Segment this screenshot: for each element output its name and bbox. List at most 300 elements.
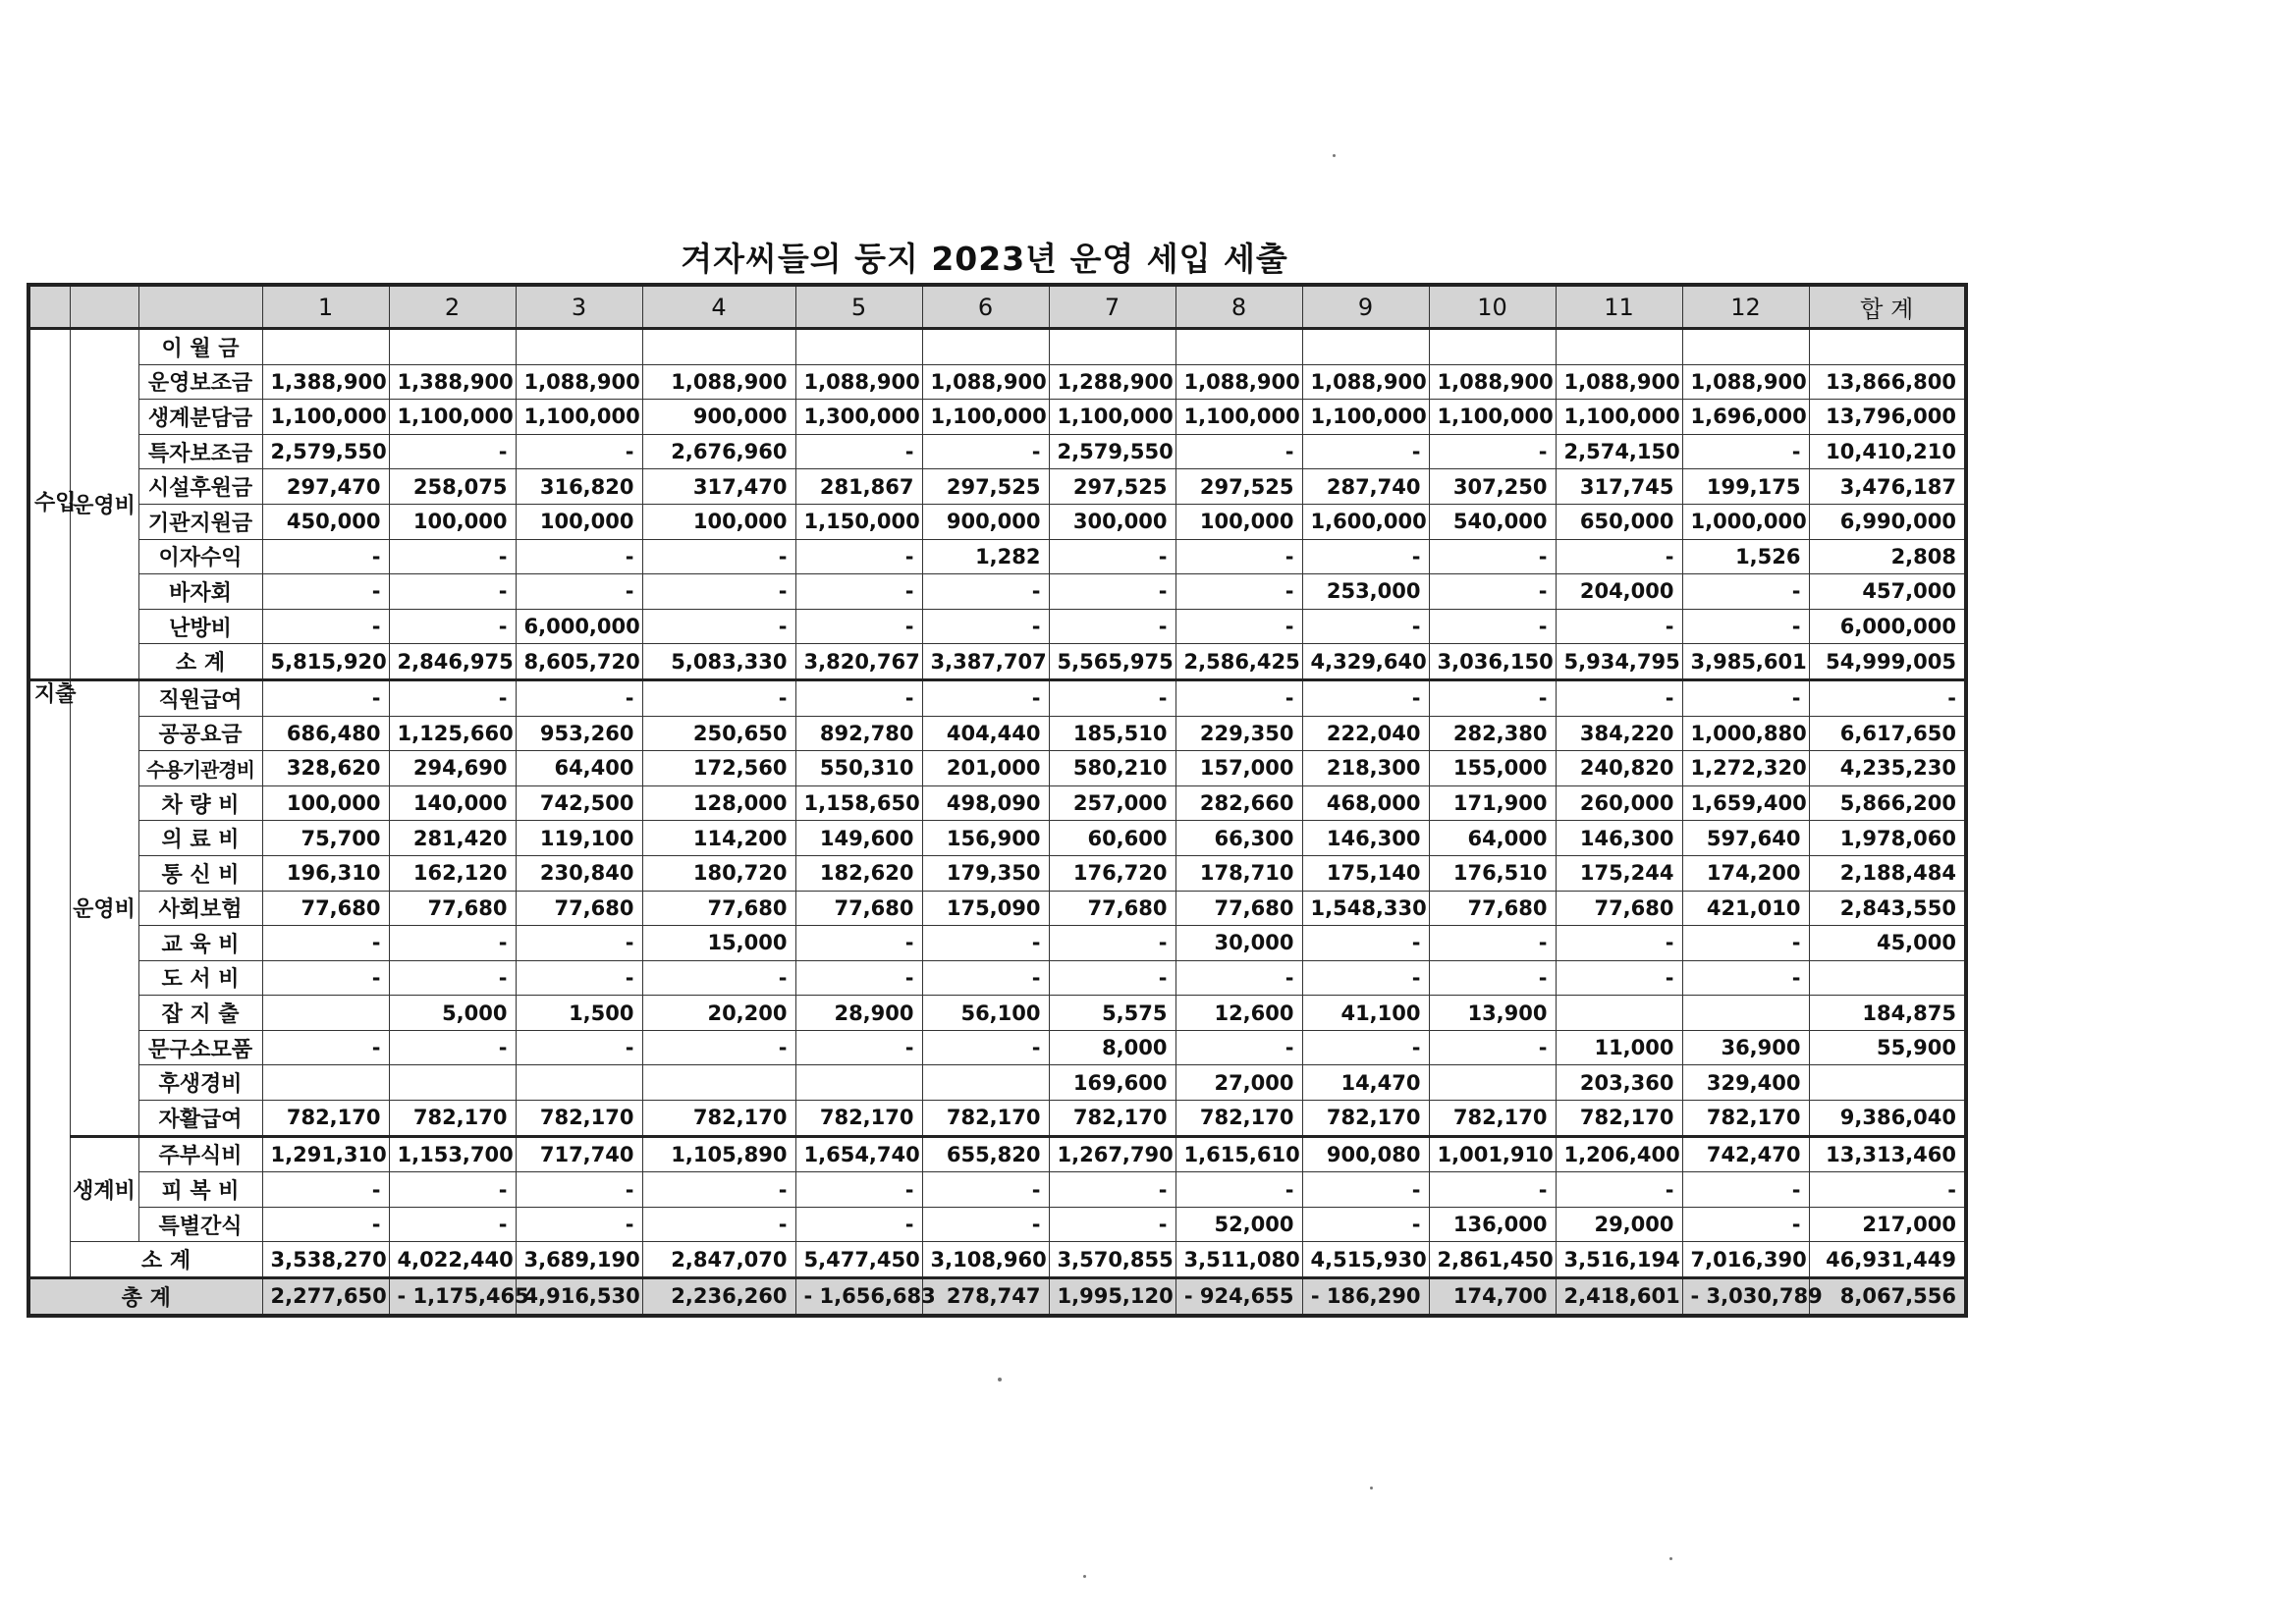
value-cell: 1,153,700: [389, 1136, 516, 1172]
value-cell: 5,575: [1049, 996, 1175, 1031]
row-label: 잡 지 출: [138, 996, 262, 1031]
value-cell: 77,680: [516, 891, 642, 926]
value-cell: 8,605,720: [516, 644, 642, 680]
total-header: 합 계: [1809, 285, 1966, 329]
row-label: 차 량 비: [138, 785, 262, 821]
scan-speck: [1370, 1487, 1373, 1489]
income-row: [28, 644, 1966, 680]
value-cell: 77,680: [1556, 891, 1682, 926]
value-cell: 316,820: [516, 469, 642, 505]
row-label: 특별간식: [138, 1207, 262, 1242]
value-cell: -: [1049, 609, 1175, 644]
row-label: 이 월 금: [138, 329, 262, 365]
value-cell: 52,000: [1175, 1207, 1302, 1242]
value-cell: 100,000: [262, 785, 389, 821]
value-cell: 297,470: [262, 469, 389, 505]
scan-speck: [1669, 1557, 1672, 1560]
value-cell: 128,000: [642, 785, 795, 821]
value-cell: -: [795, 679, 922, 716]
value-cell: 1,696,000: [1682, 400, 1809, 435]
value-cell: 162,120: [389, 855, 516, 891]
value-cell: 3,689,190: [516, 1242, 642, 1278]
value-cell: 240,820: [1556, 751, 1682, 786]
value-cell: 260,000: [1556, 785, 1682, 821]
value-cell: -: [516, 1030, 642, 1065]
value-cell: -: [1049, 574, 1175, 610]
month-header: 11: [1556, 285, 1682, 329]
value-cell: -: [1429, 960, 1556, 996]
value-cell: - 1,175,465: [389, 1278, 516, 1316]
value-cell: -: [642, 1172, 795, 1208]
value-cell: -: [795, 1172, 922, 1208]
income-row: [28, 574, 1966, 610]
value-cell: 12,600: [1175, 996, 1302, 1031]
value-cell: 64,400: [516, 751, 642, 786]
value-cell: 300,000: [1049, 504, 1175, 539]
value-cell: 1,150,000: [795, 504, 922, 539]
value-cell: 176,510: [1429, 855, 1556, 891]
value-cell: 3,538,270: [262, 1242, 389, 1278]
scan-speck: [1333, 154, 1336, 157]
grand-total-row: [28, 1278, 1966, 1316]
value-cell: 1,282: [922, 539, 1049, 574]
value-cell: -: [1049, 1172, 1175, 1208]
value-cell: 297,525: [1175, 469, 1302, 505]
expense-row: [28, 716, 1966, 751]
value-cell: -: [642, 539, 795, 574]
value-cell: [516, 329, 642, 365]
row-total-cell: 184,875: [1809, 996, 1966, 1031]
value-cell: [389, 1065, 516, 1101]
value-cell: 742,500: [516, 785, 642, 821]
value-cell: - 1,656,683: [795, 1278, 922, 1316]
income-row: [28, 364, 1966, 400]
value-cell: 297,525: [922, 469, 1049, 505]
value-cell: 77,680: [642, 891, 795, 926]
value-cell: -: [1429, 679, 1556, 716]
value-cell: 75,700: [262, 821, 389, 856]
value-cell: -: [389, 926, 516, 961]
value-cell: [1682, 329, 1809, 365]
scan-speck: [1083, 1575, 1086, 1578]
row-total-cell: 54,999,005: [1809, 644, 1966, 680]
expense-row: [28, 926, 1966, 961]
value-cell: 1,100,000: [1049, 400, 1175, 435]
value-cell: 77,680: [795, 891, 922, 926]
value-cell: 2,418,601: [1556, 1278, 1682, 1316]
value-cell: 782,170: [1556, 1101, 1682, 1137]
row-total-cell: 13,796,000: [1809, 400, 1966, 435]
value-cell: -: [922, 960, 1049, 996]
value-cell: 3,387,707: [922, 644, 1049, 680]
value-cell: -: [516, 574, 642, 610]
value-cell: -: [1175, 679, 1302, 716]
value-cell: -: [1429, 574, 1556, 610]
value-cell: 218,300: [1302, 751, 1429, 786]
value-cell: 155,000: [1429, 751, 1556, 786]
row-label: 공공요금: [138, 716, 262, 751]
row-total-cell: 3,476,187: [1809, 469, 1966, 505]
value-cell: 136,000: [1429, 1207, 1556, 1242]
row-total-cell: 8,067,556: [1809, 1278, 1966, 1316]
value-cell: -: [795, 609, 922, 644]
value-cell: 953,260: [516, 716, 642, 751]
value-cell: 742,470: [1682, 1136, 1809, 1172]
value-cell: 203,360: [1556, 1065, 1682, 1101]
row-label: 직원급여: [138, 679, 262, 716]
value-cell: -: [1302, 1030, 1429, 1065]
value-cell: 56,100: [922, 996, 1049, 1031]
row-label: 소 계: [138, 644, 262, 680]
value-cell: -: [1682, 960, 1809, 996]
income-row: [28, 609, 1966, 644]
value-cell: -: [795, 1207, 922, 1242]
expense-group-label: 운영비: [70, 679, 138, 1136]
value-cell: 782,170: [922, 1101, 1049, 1137]
living-group-label: 생계비: [70, 1136, 138, 1242]
value-cell: -: [1429, 1030, 1556, 1065]
value-cell: 1,000,000: [1682, 504, 1809, 539]
value-cell: -: [262, 1207, 389, 1242]
value-cell: 114,200: [642, 821, 795, 856]
value-cell: 199,175: [1682, 469, 1809, 505]
value-cell: [642, 329, 795, 365]
row-label: 사회보험: [138, 891, 262, 926]
value-cell: 717,740: [516, 1136, 642, 1172]
value-cell: [1049, 329, 1175, 365]
value-cell: -: [1049, 926, 1175, 961]
value-cell: 1,105,890: [642, 1136, 795, 1172]
value-cell: -: [1175, 609, 1302, 644]
value-cell: 294,690: [389, 751, 516, 786]
value-cell: 30,000: [1175, 926, 1302, 961]
value-cell: [262, 996, 389, 1031]
value-cell: -: [262, 1030, 389, 1065]
value-cell: 77,680: [262, 891, 389, 926]
value-cell: 157,000: [1175, 751, 1302, 786]
month-header: 1: [262, 285, 389, 329]
row-total-cell: 217,000: [1809, 1207, 1966, 1242]
month-header: 9: [1302, 285, 1429, 329]
value-cell: 1,388,900: [389, 364, 516, 400]
expense-row: [28, 785, 1966, 821]
expense-row: [28, 891, 1966, 926]
value-cell: 100,000: [389, 504, 516, 539]
value-cell: -: [795, 960, 922, 996]
value-cell: -: [1175, 960, 1302, 996]
value-cell: 782,170: [642, 1101, 795, 1137]
value-cell: 119,100: [516, 821, 642, 856]
value-cell: 1,388,900: [262, 364, 389, 400]
value-cell: 13,900: [1429, 996, 1556, 1031]
month-header: 4: [642, 285, 795, 329]
value-cell: 1,300,000: [795, 400, 922, 435]
value-cell: 2,676,960: [642, 434, 795, 469]
value-cell: 4,022,440: [389, 1242, 516, 1278]
row-total-cell: 5,866,200: [1809, 785, 1966, 821]
income-row: [28, 434, 1966, 469]
value-cell: 468,000: [1302, 785, 1429, 821]
value-cell: 782,170: [262, 1101, 389, 1137]
value-cell: 281,420: [389, 821, 516, 856]
month-header: 2: [389, 285, 516, 329]
value-cell: 77,680: [1175, 891, 1302, 926]
value-cell: 2,574,150: [1556, 434, 1682, 469]
header-row: [28, 285, 1966, 329]
row-total-cell: [1809, 329, 1966, 365]
row-label: 난방비: [138, 609, 262, 644]
value-cell: [262, 1065, 389, 1101]
income-row: [28, 539, 1966, 574]
value-cell: 1,088,900: [1175, 364, 1302, 400]
value-cell: [795, 1065, 922, 1101]
row-label: 자활급여: [138, 1101, 262, 1137]
value-cell: 60,600: [1049, 821, 1175, 856]
value-cell: 77,680: [1049, 891, 1175, 926]
value-cell: 2,236,260: [642, 1278, 795, 1316]
value-cell: 175,090: [922, 891, 1049, 926]
value-cell: 6,000,000: [516, 609, 642, 644]
value-cell: -: [795, 926, 922, 961]
value-cell: 1,548,330: [1302, 891, 1429, 926]
value-cell: -: [1049, 539, 1175, 574]
month-header: 7: [1049, 285, 1175, 329]
value-cell: -: [516, 1172, 642, 1208]
value-cell: -: [795, 574, 922, 610]
row-total-cell: 457,000: [1809, 574, 1966, 610]
value-cell: 782,170: [1429, 1101, 1556, 1137]
row-total-cell: 9,386,040: [1809, 1101, 1966, 1137]
value-cell: -: [262, 960, 389, 996]
value-cell: -: [795, 434, 922, 469]
header-blank: [28, 285, 70, 329]
value-cell: -: [516, 926, 642, 961]
value-cell: 1,654,740: [795, 1136, 922, 1172]
expense-row: [28, 751, 1966, 786]
value-cell: 2,277,650: [262, 1278, 389, 1316]
row-total-cell: 10,410,210: [1809, 434, 1966, 469]
value-cell: 1,001,910: [1429, 1136, 1556, 1172]
value-cell: 196,310: [262, 855, 389, 891]
row-label: 수용기관경비: [138, 751, 262, 786]
value-cell: -: [1556, 960, 1682, 996]
row-total-cell: 13,313,460: [1809, 1136, 1966, 1172]
value-cell: 1,088,900: [922, 364, 1049, 400]
value-cell: -: [1429, 1172, 1556, 1208]
expense-row: [28, 960, 1966, 996]
value-cell: -: [389, 609, 516, 644]
row-total-cell: 6,990,000: [1809, 504, 1966, 539]
value-cell: -: [1556, 539, 1682, 574]
value-cell: -: [642, 574, 795, 610]
value-cell: -: [1175, 574, 1302, 610]
expense-section-label: 지출: [28, 679, 70, 1277]
value-cell: [1429, 1065, 1556, 1101]
living-row: [28, 1136, 1966, 1172]
value-cell: 185,510: [1049, 716, 1175, 751]
value-cell: 1,100,000: [1302, 400, 1429, 435]
value-cell: -: [262, 539, 389, 574]
value-cell: 1,288,900: [1049, 364, 1175, 400]
value-cell: [795, 329, 922, 365]
value-cell: 278,747: [922, 1278, 1049, 1316]
value-cell: -: [1429, 926, 1556, 961]
value-cell: 1,088,900: [795, 364, 922, 400]
row-total-cell: 4,235,230: [1809, 751, 1966, 786]
value-cell: -: [389, 434, 516, 469]
value-cell: 5,000: [389, 996, 516, 1031]
row-total-cell: 1,978,060: [1809, 821, 1966, 856]
value-cell: -: [922, 574, 1049, 610]
value-cell: 4,916,530: [516, 1278, 642, 1316]
value-cell: 1,100,000: [1556, 400, 1682, 435]
value-cell: 421,010: [1682, 891, 1809, 926]
expense-row: [28, 1030, 1966, 1065]
value-cell: -: [922, 609, 1049, 644]
row-label: 기관지원금: [138, 504, 262, 539]
value-cell: -: [922, 434, 1049, 469]
value-cell: 201,000: [922, 751, 1049, 786]
value-cell: 1,615,610: [1175, 1136, 1302, 1172]
value-cell: 1,100,000: [516, 400, 642, 435]
header-blank: [70, 285, 138, 329]
row-label: 교 육 비: [138, 926, 262, 961]
value-cell: 1,100,000: [1429, 400, 1556, 435]
value-cell: 550,310: [795, 751, 922, 786]
value-cell: [1556, 996, 1682, 1031]
value-cell: - 924,655: [1175, 1278, 1302, 1316]
value-cell: 498,090: [922, 785, 1049, 821]
value-cell: 4,329,640: [1302, 644, 1429, 680]
row-total-cell: [1809, 1065, 1966, 1101]
value-cell: -: [389, 1030, 516, 1065]
month-header: 8: [1175, 285, 1302, 329]
value-cell: -: [922, 1030, 1049, 1065]
value-cell: 782,170: [1682, 1101, 1809, 1137]
value-cell: 1,088,900: [1682, 364, 1809, 400]
value-cell: -: [1682, 679, 1809, 716]
value-cell: 1,100,000: [389, 400, 516, 435]
value-cell: 650,000: [1556, 504, 1682, 539]
row-label: 주부식비: [138, 1136, 262, 1172]
value-cell: -: [1049, 960, 1175, 996]
row-total-cell: 6,000,000: [1809, 609, 1966, 644]
row-total-cell: 55,900: [1809, 1030, 1966, 1065]
value-cell: [516, 1065, 642, 1101]
value-cell: 27,000: [1175, 1065, 1302, 1101]
value-cell: -: [1175, 1030, 1302, 1065]
value-cell: 64,000: [1429, 821, 1556, 856]
income-row: [28, 400, 1966, 435]
value-cell: 281,867: [795, 469, 922, 505]
row-total-cell: 2,808: [1809, 539, 1966, 574]
expense-row: [28, 679, 1966, 716]
value-cell: -: [642, 960, 795, 996]
value-cell: [1682, 996, 1809, 1031]
value-cell: 1,088,900: [1302, 364, 1429, 400]
row-total-cell: 13,866,800: [1809, 364, 1966, 400]
value-cell: 146,300: [1302, 821, 1429, 856]
value-cell: -: [1429, 609, 1556, 644]
value-cell: -: [922, 1207, 1049, 1242]
value-cell: -: [642, 679, 795, 716]
value-cell: [1556, 329, 1682, 365]
value-cell: 175,140: [1302, 855, 1429, 891]
value-cell: 2,861,450: [1429, 1242, 1556, 1278]
row-label: 시설후원금: [138, 469, 262, 505]
value-cell: -: [262, 609, 389, 644]
value-cell: -: [1682, 434, 1809, 469]
value-cell: 655,820: [922, 1136, 1049, 1172]
month-header: 6: [922, 285, 1049, 329]
value-cell: 329,400: [1682, 1065, 1809, 1101]
value-cell: -: [1049, 679, 1175, 716]
value-cell: -: [1682, 926, 1809, 961]
value-cell: -: [1302, 609, 1429, 644]
value-cell: 77,680: [389, 891, 516, 926]
value-cell: -: [516, 434, 642, 469]
value-cell: -: [1302, 960, 1429, 996]
value-cell: [389, 329, 516, 365]
value-cell: 404,440: [922, 716, 1049, 751]
value-cell: -: [795, 539, 922, 574]
value-cell: -: [1682, 1172, 1809, 1208]
value-cell: 100,000: [516, 504, 642, 539]
value-cell: 36,900: [1682, 1030, 1809, 1065]
value-cell: 782,170: [1302, 1101, 1429, 1137]
value-cell: -: [1682, 574, 1809, 610]
income-group-label: 운영비: [70, 329, 138, 680]
row-total-cell: 2,188,484: [1809, 855, 1966, 891]
value-cell: 1,206,400: [1556, 1136, 1682, 1172]
value-cell: 171,900: [1429, 785, 1556, 821]
value-cell: 297,525: [1049, 469, 1175, 505]
value-cell: -: [389, 1172, 516, 1208]
subtotal-label: 소 계: [70, 1242, 262, 1278]
value-cell: 100,000: [1175, 504, 1302, 539]
value-cell: 5,934,795: [1556, 644, 1682, 680]
row-total-cell: [1809, 960, 1966, 996]
value-cell: 3,511,080: [1175, 1242, 1302, 1278]
value-cell: 1,291,310: [262, 1136, 389, 1172]
row-total-cell: 45,000: [1809, 926, 1966, 961]
value-cell: 782,170: [516, 1101, 642, 1137]
row-label: 후생경비: [138, 1065, 262, 1101]
value-cell: 258,075: [389, 469, 516, 505]
document-title: 겨자씨들의 둥지 2023년 운영 세입 세출: [681, 240, 1288, 278]
value-cell: [1302, 329, 1429, 365]
value-cell: 540,000: [1429, 504, 1556, 539]
expense-row: [28, 1065, 1966, 1101]
value-cell: 174,700: [1429, 1278, 1556, 1316]
value-cell: -: [1175, 434, 1302, 469]
value-cell: 253,000: [1302, 574, 1429, 610]
value-cell: 1,995,120: [1049, 1278, 1175, 1316]
month-header: 5: [795, 285, 922, 329]
value-cell: 782,170: [1175, 1101, 1302, 1137]
value-cell: -: [1175, 539, 1302, 574]
value-cell: 156,900: [922, 821, 1049, 856]
value-cell: 782,170: [1049, 1101, 1175, 1137]
value-cell: -: [516, 539, 642, 574]
value-cell: 178,710: [1175, 855, 1302, 891]
value-cell: -: [1429, 539, 1556, 574]
value-cell: 28,900: [795, 996, 922, 1031]
value-cell: -: [1302, 434, 1429, 469]
value-cell: 179,350: [922, 855, 1049, 891]
value-cell: -: [642, 1030, 795, 1065]
value-cell: -: [389, 574, 516, 610]
